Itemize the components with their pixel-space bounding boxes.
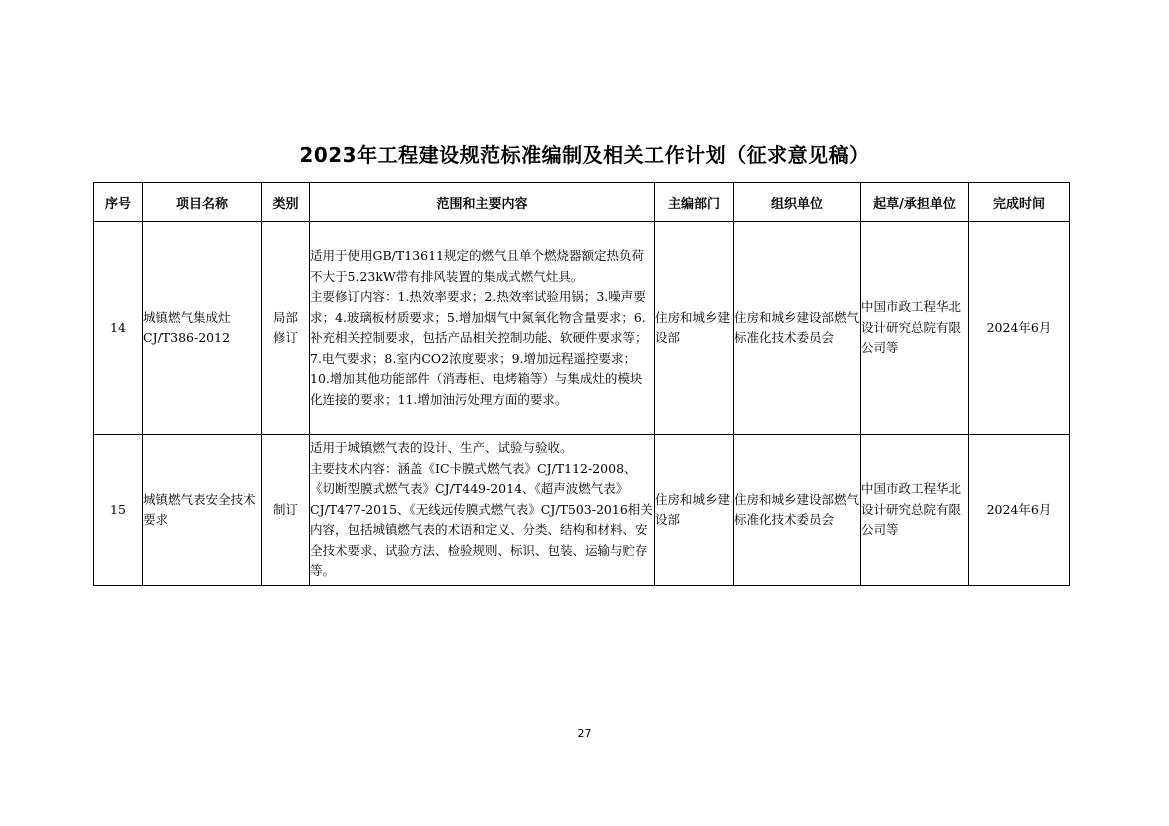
- row-scope: [310, 435, 655, 586]
- scope-paragraph: 主要技术内容：涵盖《IC卡膜式燃气表》CJ/T112-2008、《切断型膜式燃气表》CJ/T449-2014、《超声波燃气表》CJ/T477-2015、《无线远传膜式燃气表》CJ/T503-2016相关内容，包括城镇燃气表的术语和定义、分类、结构和材料、安全技术要求、试验方法、检验规则、标识、包装、运输与贮存等。: [310, 460, 653, 579]
- header-department: 主编部门: [655, 183, 734, 222]
- scope-paragraph: 适用于使用GB/T13611规定的燃气且单个燃烧器额定热负荷不大于5.23kW带有排风装置的集成式燃气灶具。: [310, 248, 644, 284]
- row-deadline: 2024年6月: [969, 435, 1070, 586]
- table-row: [94, 222, 1070, 435]
- header-scope: 范围和主要内容: [310, 183, 655, 222]
- row-no: 15: [94, 435, 143, 586]
- row-drafter: 中国市政工程华北设计研究总院有限公司等: [861, 435, 969, 586]
- row-project-name: 城镇燃气表安全技术要求: [143, 435, 262, 586]
- table-row: [94, 435, 1070, 586]
- table-header-row: [94, 183, 1070, 222]
- row-scope: [310, 222, 655, 435]
- row-no: 14: [94, 222, 143, 435]
- row-organizer: 住房和城乡建设部燃气标准化技术委员会: [734, 435, 861, 586]
- project-code-text: CJ/T386-2012: [143, 330, 231, 345]
- scope-paragraph: 适用于城镇燃气表的设计、生产、试验与验收。: [310, 440, 573, 456]
- page-number: 27: [577, 727, 592, 740]
- row-project-name: [143, 222, 262, 435]
- row-category: 制订: [262, 435, 310, 586]
- work-plan-table: [93, 182, 1070, 586]
- row-department: 住房和城乡建设部: [655, 435, 734, 586]
- page-title: 2023年工程建设规范标准编制及相关工作计划（征求意见稿）: [299, 143, 870, 167]
- row-category: [262, 222, 310, 435]
- project-name-text: 城镇燃气集成灶: [143, 309, 231, 325]
- row-department: 住房和城乡建设部: [655, 222, 734, 435]
- scope-paragraph: 主要修订内容：1.热效率要求；2.热效率试验用锅；3.噪声要求；4.玻璃板材质要求；5.增加烟气中氮氧化物含量要求；6.补充相关控制要求，包括产品相关控制功能、软硬件要求等；7.电气要求；8.室内CO2浓度要求；9.增加远程遥控要求；10.增加其他功能部件（消毒柜、电烤箱等）与集成灶的模块化连接的要求；11.增加油污处理方面的要求。: [310, 289, 648, 407]
- header-no: 序号: [94, 183, 143, 222]
- category-line-2: 修订: [272, 330, 298, 345]
- header-organizer: 组织单位: [734, 183, 861, 222]
- header-drafter: 起草/承担单位: [861, 183, 969, 222]
- row-organizer: 住房和城乡建设部燃气标准化技术委员会: [734, 222, 861, 435]
- row-drafter: 中国市政工程华北设计研究总院有限公司等: [861, 222, 969, 435]
- header-deadline: 完成时间: [969, 183, 1070, 222]
- row-deadline: 2024年6月: [969, 222, 1070, 435]
- header-project-name: 项目名称: [143, 183, 262, 222]
- header-category: 类别: [262, 183, 310, 222]
- category-line-1: 局部: [272, 309, 298, 325]
